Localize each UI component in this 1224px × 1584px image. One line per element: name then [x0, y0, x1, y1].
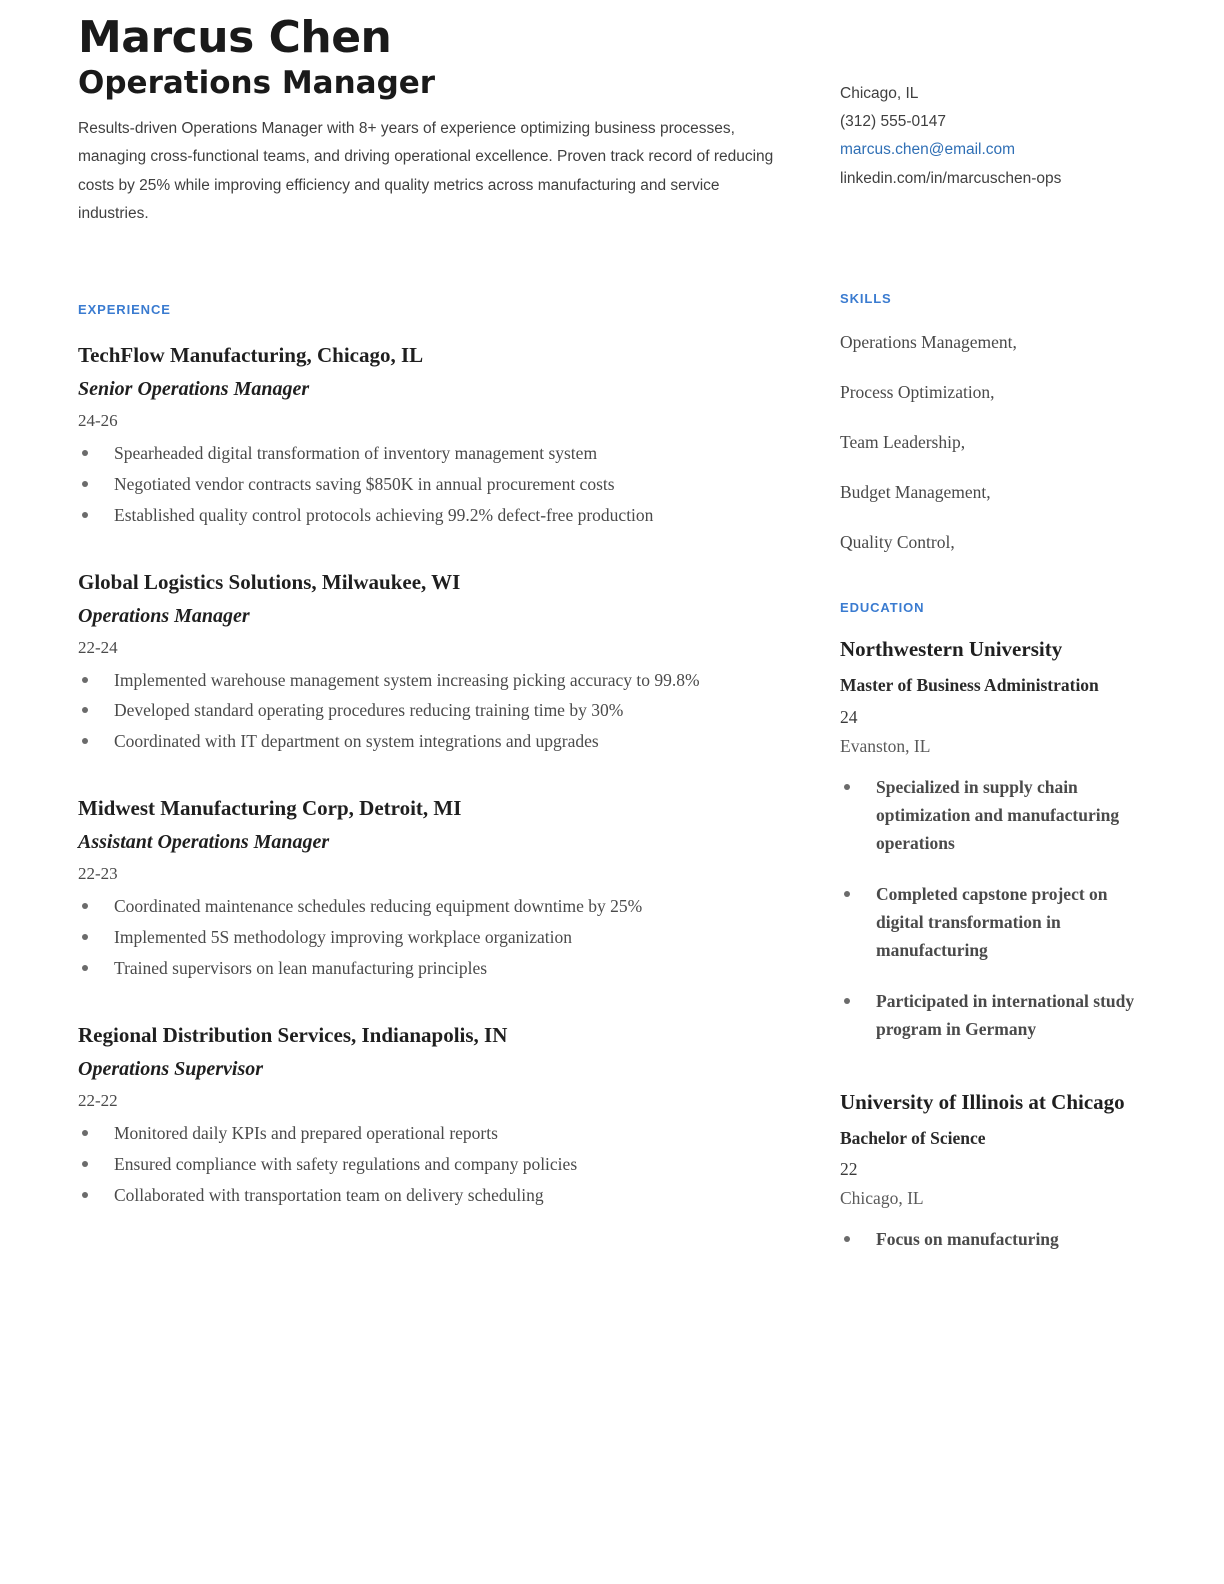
skill-item: Process Optimization,	[840, 381, 995, 402]
education-bullet: Completed capstone project on digital transformation in manufacturing	[840, 880, 1150, 965]
education-location: Evanston, IL	[840, 735, 931, 756]
contact-location: Chicago, IL	[840, 85, 919, 102]
education-item	[840, 1090, 1150, 1254]
skill-item: Budget Management,	[840, 481, 991, 502]
experience-item	[78, 343, 778, 530]
section-heading-skills: SKILLS	[840, 290, 892, 306]
skills-gap	[840, 578, 1150, 600]
section-gap	[78, 268, 778, 302]
contact-block	[840, 42, 1150, 193]
contact-linkedin: linkedin.com/in/marcuschen-ops	[840, 169, 1062, 187]
resume-columns	[78, 14, 1164, 1300]
experience-item	[78, 796, 778, 983]
education-year: 24	[840, 706, 858, 727]
experience-bullet: Trained supervisors on lean manufacturing principles	[78, 954, 778, 983]
education-year: 22	[840, 1159, 858, 1180]
experience-organization: Midwest Manufacturing Corp, Detroit, MI	[78, 796, 462, 821]
experience-bullet: Spearheaded digital transformation of inventory management system	[78, 439, 778, 468]
skills-list	[840, 328, 1150, 556]
side-column	[840, 14, 1150, 1300]
experience-role: Operations Manager	[78, 604, 250, 627]
education-degree: Master of Business Administration	[840, 675, 1099, 695]
experience-bullet: Coordinated with IT department on system integrations and upgrades	[78, 727, 778, 756]
experience-item	[78, 1023, 778, 1210]
section-heading-experience: EXPERIENCE	[78, 301, 171, 317]
education-bullets	[840, 1225, 1150, 1253]
experience-item	[78, 570, 778, 757]
education-bullet: Specialized in supply chain optimization and manufacturing operations	[840, 773, 1150, 858]
experience-dates: 24-26	[78, 410, 118, 430]
experience-organization: Global Logistics Solutions, Milwaukee, WI	[78, 569, 461, 594]
education-bullets	[840, 773, 1150, 1044]
experience-role: Senior Operations Manager	[78, 377, 310, 400]
experience-bullet: Established quality control protocols achieving 99.2% defect-free production	[78, 501, 778, 530]
experience-organization: TechFlow Manufacturing, Chicago, IL	[78, 342, 424, 367]
experience-role: Operations Supervisor	[78, 1057, 264, 1080]
experience-bullets	[78, 892, 778, 983]
skill-item: Team Leadership,	[840, 431, 966, 452]
education-location: Chicago, IL	[840, 1188, 924, 1209]
education-school: University of Illinois at Chicago	[840, 1089, 1125, 1114]
experience-organization: Regional Distribution Services, Indianapolis, IN	[78, 1022, 508, 1047]
education-item	[840, 637, 1150, 1044]
experience-bullets	[78, 439, 778, 530]
experience-bullets	[78, 1119, 778, 1210]
experience-dates: 22-22	[78, 1090, 118, 1110]
education-school: Northwestern University	[840, 636, 1063, 661]
experience-bullet: Coordinated maintenance schedules reducing equipment downtime by 25%	[78, 892, 778, 921]
experience-dates: 22-24	[78, 637, 118, 657]
education-bullet: Participated in international study program in Germany	[840, 987, 1150, 1044]
candidate-headline: Operations Manager	[78, 64, 436, 101]
candidate-name: Marcus Chen	[78, 12, 392, 63]
experience-role: Assistant Operations Manager	[78, 831, 330, 854]
skill-item: Operations Management,	[840, 331, 1017, 352]
experience-bullet: Negotiated vendor contracts saving $850K in annual procurement costs	[78, 470, 778, 499]
experience-bullet: Collaborated with transportation team on delivery scheduling	[78, 1181, 778, 1210]
experience-bullet: Monitored daily KPIs and prepared operational reports	[78, 1119, 778, 1148]
experience-bullets	[78, 666, 778, 757]
education-bullet: Focus on manufacturing	[840, 1225, 1150, 1253]
experience-dates: 22-23	[78, 864, 118, 884]
experience-bullet: Ensured compliance with safety regulations and company policies	[78, 1150, 778, 1179]
main-column	[78, 14, 778, 1211]
section-heading-education: EDUCATION	[840, 599, 925, 615]
contact-email-link[interactable]: marcus.chen@email.com	[840, 141, 1016, 159]
contact-phone: (312) 555-0147	[840, 113, 946, 131]
experience-bullet: Developed standard operating procedures reducing training time by 30%	[78, 696, 778, 725]
professional-summary: Results-driven Operations Manager with 8+ years of experience optimizing business processes, managing cross-functional teams, and driving operational excellence. Proven track record of reducing costs by 25% while improving efficiency and quality metrics across manufacturing and service industries.	[78, 120, 774, 222]
education-degree: Bachelor of Science	[840, 1127, 986, 1148]
skill-item: Quality Control,	[840, 531, 955, 552]
experience-bullet: Implemented 5S methodology improving workplace organization	[78, 923, 778, 952]
summary-spacer	[78, 228, 778, 268]
contact-gap	[840, 193, 1150, 291]
experience-bullet: Implemented warehouse management system increasing picking accuracy to 99.8%	[78, 666, 778, 695]
